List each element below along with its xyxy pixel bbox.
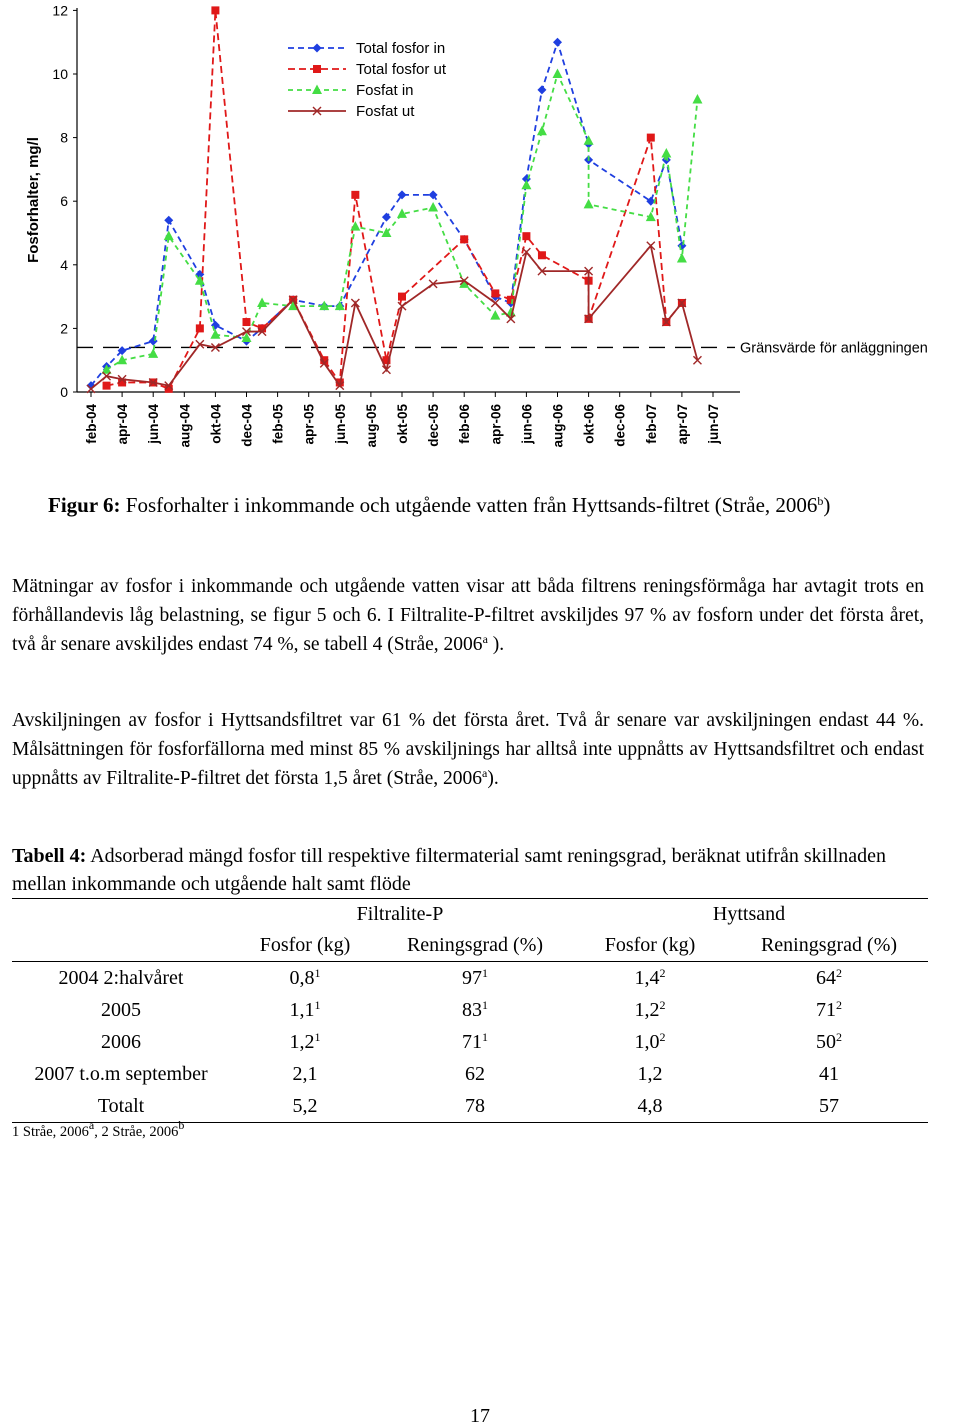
data-point-square: [313, 65, 321, 73]
table-cell: [230, 994, 380, 1026]
x-tick-label: jun-04: [146, 404, 162, 444]
table-cell: [730, 1090, 928, 1123]
data-point-triangle: [692, 94, 702, 104]
data-point-triangle: [584, 199, 594, 209]
footnote-part-2: , 2 Stråe, 2006: [94, 1124, 179, 1140]
data-point-square: [351, 191, 359, 199]
data-point-diamond: [677, 241, 686, 250]
legend-label: Total fosfor ut: [356, 61, 447, 78]
table-cell: [230, 1058, 380, 1090]
table-label-header-cell: [12, 929, 230, 962]
row-label: 2007 t.o.m september: [34, 1062, 208, 1085]
table-cell: [230, 962, 380, 995]
row-label: 2006: [101, 1030, 141, 1053]
table-row-total: [12, 1090, 928, 1123]
data-point-triangle: [350, 221, 360, 231]
data-point-triangle: [164, 231, 174, 241]
cell-value: 1,4: [634, 966, 660, 989]
y-tick-label: 0: [60, 384, 68, 400]
table-cell: [380, 962, 570, 995]
x-tick-label: okt-06: [581, 404, 597, 444]
x-tick-label: okt-04: [208, 404, 224, 444]
phosphorus-table: [12, 898, 928, 1123]
footnote-part-1: 1 Stråe, 2006: [12, 1124, 89, 1140]
paragraph-2-sup: a: [482, 766, 488, 780]
x-tick-label: dec-04: [239, 404, 255, 447]
x-tick-label: feb-04: [84, 404, 99, 444]
data-point-triangle: [312, 85, 322, 95]
cell-value: 71: [816, 998, 836, 1021]
table-column-header-row: [12, 929, 928, 962]
legend-label: Total fosfor in: [356, 40, 446, 57]
cell-value: 5,2: [292, 1094, 318, 1117]
data-point-triangle: [210, 329, 220, 339]
table-row: [12, 994, 928, 1026]
row-label: Totalt: [12, 1090, 230, 1123]
figure-caption-label: Figur 6:: [48, 493, 121, 517]
x-tick-label: jun-07: [706, 404, 721, 444]
table-cell: [380, 1058, 570, 1090]
table-cell: [570, 962, 730, 995]
row-label: 2004 2:halvåret: [58, 966, 184, 989]
table-row: [12, 1058, 928, 1090]
paragraph-1: [12, 572, 924, 659]
table-caption-label: Tabell 4:: [12, 845, 87, 867]
cell-value: 62: [465, 1062, 485, 1085]
y-tick-label: 6: [60, 193, 68, 210]
data-point-triangle: [661, 148, 671, 158]
footnote-sup-2: b: [178, 1118, 185, 1132]
data-point-square: [522, 232, 530, 240]
cell-sup: 1: [314, 997, 321, 1012]
data-point-square: [538, 251, 546, 259]
data-point-diamond: [382, 213, 391, 222]
data-point-square: [647, 134, 655, 142]
x-tick-label: dec-05: [426, 404, 442, 447]
column-header: Fosfor (kg): [230, 929, 380, 962]
y-tick-label: 4: [60, 256, 68, 273]
cell-sup: 1: [482, 1029, 488, 1044]
data-point-triangle: [677, 253, 687, 263]
y-axis-label: Fosforhalter, mg/l: [25, 137, 42, 263]
y-tick-label: 2: [60, 320, 68, 337]
table-cell: [380, 994, 570, 1026]
table-cell: [230, 1026, 380, 1058]
table-group-header-row: [12, 899, 928, 930]
data-point-diamond: [149, 337, 158, 346]
cell-value: 1,2: [637, 1062, 663, 1085]
cell-value: 1,0: [634, 1030, 660, 1053]
threshold-label: Gränsvärde för anläggningen: [740, 340, 928, 357]
table-cell: [570, 1090, 730, 1123]
data-point-square: [103, 382, 111, 390]
y-tick-label: 10: [52, 66, 68, 82]
x-tick-label: aug-05: [363, 404, 379, 448]
data-point-square: [196, 324, 204, 332]
table-cell: [730, 962, 928, 995]
x-tick-label: dec-06: [612, 404, 628, 447]
table-row: [12, 962, 928, 995]
cell-sup: 2: [836, 965, 842, 980]
y-tick-label: 12: [52, 2, 68, 19]
cell-sup: 2: [836, 1029, 842, 1044]
data-point-diamond: [553, 38, 562, 47]
x-tick-label: jun-06: [519, 404, 535, 444]
data-point-triangle: [537, 126, 547, 136]
cell-value: 4,8: [637, 1094, 663, 1117]
cell-value: 2,1: [292, 1062, 318, 1085]
cell-sup: 1: [482, 965, 488, 980]
data-point-triangle: [553, 69, 563, 79]
data-point-square: [211, 6, 219, 14]
legend: [288, 40, 447, 120]
y-tick-label: 8: [60, 129, 68, 146]
data-point-triangle: [148, 348, 158, 358]
cell-value: 1,2: [634, 998, 660, 1021]
cell-value: 64: [816, 966, 836, 989]
cell-sup: 2: [659, 997, 666, 1012]
cell-sup: 2: [659, 1029, 666, 1044]
data-point-triangle: [257, 297, 267, 307]
paragraph-2-text: Avskiljningen av fosfor i Hyttsandsfiltret var 61 % det första året. Två år senare var avskiljningen endast 44 %. Målsättningen för fosforfällorna med minst 85 % avskiljnings har alltså inte uppnåtts av Hyttsandsfiltret och endast uppnåtts av Filtralite-P-filtret det första 1,5 året (Stråe, 2006: [12, 710, 924, 789]
cell-value: 97: [462, 966, 482, 989]
data-point-diamond: [313, 44, 322, 53]
paragraph-2-tail: ).: [487, 768, 499, 789]
cell-value: 83: [462, 998, 482, 1021]
column-header: Reningsgrad (%): [730, 929, 928, 962]
cell-sup: 1: [482, 997, 488, 1012]
cell-sup: 1: [314, 1029, 321, 1044]
paragraph-1-text: Mätningar av fosfor i inkommande och utgående vatten visar att båda filtrens reningsförmåga har avtagit trots en förhållandevis låg belastning, se figur 5 och 6. I Filtralite-P-filtret avskiljdes 97 % av fosforn under det första året, två år senare avskiljdes endast 74 %, se tabell 4 (Stråe, 2006: [12, 576, 924, 655]
table-cell: [570, 1026, 730, 1058]
data-point-square: [507, 296, 515, 304]
table-cell: [570, 1058, 730, 1090]
data-point-triangle: [521, 180, 531, 190]
x-tick-label: okt-05: [395, 404, 410, 444]
column-header: Fosfor (kg): [570, 929, 730, 962]
x-tick-label: feb-05: [270, 404, 286, 444]
cell-value: 1,2: [289, 1030, 315, 1053]
cell-value: 1,1: [289, 998, 315, 1021]
y-tick-group: [52, 2, 77, 400]
cell-value: 57: [819, 1094, 839, 1117]
page-number: 17: [470, 1405, 490, 1427]
table-cell: [380, 1090, 570, 1123]
footnote-sup-1: a: [88, 1118, 95, 1132]
data-point-diamond: [164, 216, 173, 225]
row-label: 2005: [101, 998, 141, 1021]
figure-caption-sup: b: [817, 494, 824, 508]
series-fosfat-ut: [87, 242, 701, 393]
paragraph-1-tail: ).: [487, 634, 505, 655]
table-footnote: [12, 1118, 185, 1141]
figure-caption-text: Fosforhalter i inkommande och utgående vatten från Hyttsands-filtret (Stråe, 2006: [125, 493, 818, 517]
table-cell: [730, 994, 928, 1026]
data-point-triangle: [490, 310, 500, 320]
figure-caption-tail: ): [823, 493, 831, 517]
cell-value: 71: [462, 1030, 482, 1053]
table-caption: [12, 842, 924, 898]
data-point-diamond: [537, 85, 546, 94]
x-tick-label: feb-06: [457, 404, 473, 444]
data-point-triangle: [584, 135, 594, 145]
x-tick-label: apr-05: [301, 404, 317, 445]
table-cell: [570, 994, 730, 1026]
cell-sup: 1: [314, 965, 321, 980]
table-cell: [230, 1090, 380, 1123]
x-tick-group: [84, 392, 721, 448]
data-point-square: [398, 293, 406, 301]
data-point-triangle: [428, 202, 438, 212]
x-tick-label: aug-04: [177, 404, 193, 448]
paragraph-1-sup: a: [482, 632, 488, 646]
paragraph-2: [12, 706, 924, 793]
cell-value: 41: [819, 1062, 839, 1085]
x-tick-label: aug-06: [550, 404, 566, 448]
table-cell: [730, 1058, 928, 1090]
figure-caption: [48, 490, 928, 520]
table-cell: [380, 1026, 570, 1058]
x-tick-label: apr-07: [674, 404, 690, 445]
cell-sup: 2: [836, 997, 842, 1012]
x-tick-label: feb-07: [643, 404, 659, 444]
group-header-hyttsand: Hyttsand: [712, 902, 786, 925]
x-tick-label: jun-05: [332, 404, 348, 444]
cell-value: 78: [465, 1094, 485, 1117]
data-point-square: [243, 318, 251, 326]
table-cell: [730, 1026, 928, 1058]
column-header: Reningsgrad (%): [380, 929, 570, 962]
legend-label: Fosfat ut: [356, 103, 415, 120]
cell-value: 50: [816, 1030, 836, 1053]
legend-label: Fosfat in: [356, 82, 414, 99]
cell-sup: 2: [659, 965, 666, 980]
threshold-group: [77, 340, 928, 356]
data-point-diamond: [211, 321, 220, 330]
x-tick-label: apr-06: [488, 404, 504, 445]
x-tick-label: apr-04: [115, 404, 131, 445]
table-caption-text: Adsorberad mängd fosfor till respektive filtermaterial samt reningsgrad, beräknat utifrån skillnaden mellan inkommande och utgående halt samt flöde: [12, 845, 887, 895]
phosphorus-line-chart: [0, 0, 960, 460]
table-row: [12, 1026, 928, 1058]
cell-value: 0,8: [289, 966, 315, 989]
data-point-square: [491, 289, 499, 297]
group-header-filtralite: Filtralite-P: [356, 902, 444, 925]
table-corner-cell: [12, 899, 230, 930]
data-point-square: [460, 235, 468, 243]
